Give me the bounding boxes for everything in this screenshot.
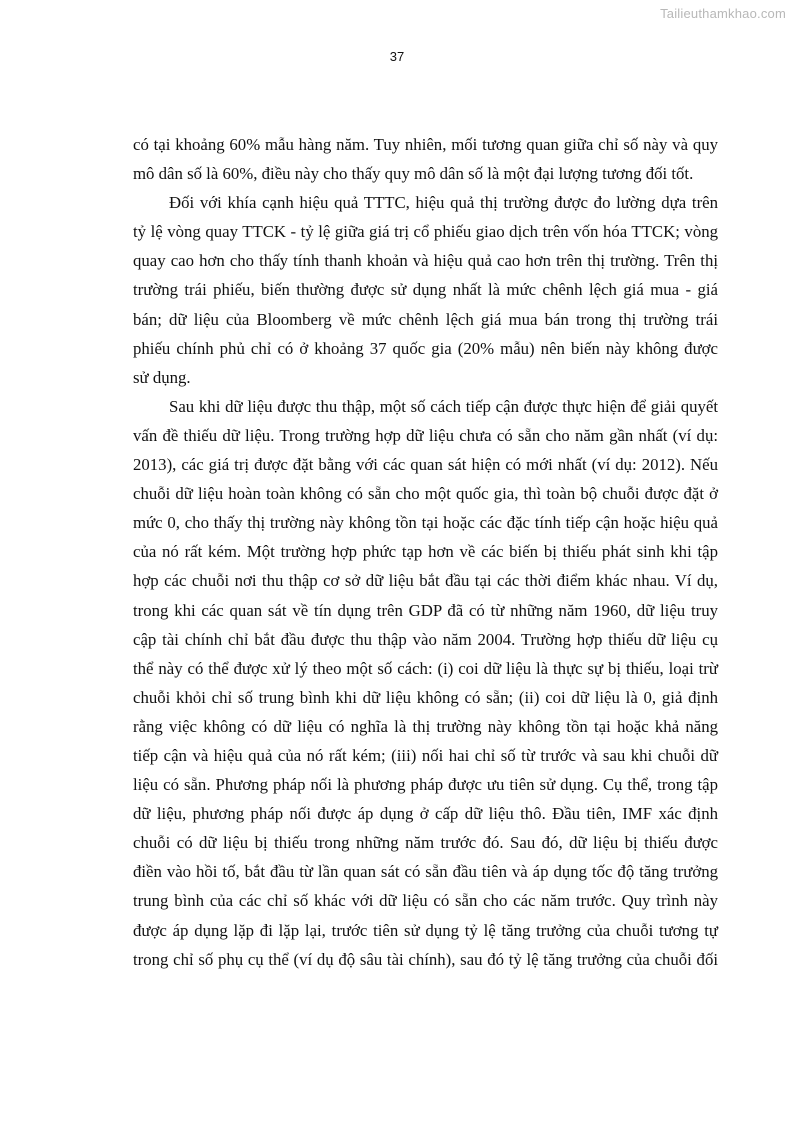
text-line: phiếu chính phủ chỉ có ở khoảng 37 quốc gia (20% mẫu) nên biến này không được xyxy=(133,338,718,358)
text-line: dữ liệu, phương pháp nối được áp dụng ở cấp dữ liệu thô. Đầu tiên, IMF xác định xyxy=(133,804,718,824)
text-line: cập tài chính chỉ bắt đầu được thu thập vào năm 2004. Trường hợp thiếu dữ liệu cụ xyxy=(133,629,718,649)
text-line: rằng việc không có dữ liệu có nghĩa là thị trường này không tồn tại hoặc khả năng xyxy=(133,716,718,736)
text-line: điền vào hồi tố, bắt đầu từ lần quan sát có sẵn đầu tiên và áp dụng tốc độ tăng trưởng xyxy=(133,862,718,882)
paragraph-3 xyxy=(133,392,718,974)
text-line: chuỗi có dữ liệu bị thiếu trong những năm trước đó. Sau đó, dữ liệu bị thiếu được xyxy=(133,833,718,853)
text-line: mô dân số là 60%, điều này cho thấy quy mô dân số là một đại lượng tương đối tốt. xyxy=(133,164,694,184)
page-number: 37 xyxy=(389,49,405,64)
text-line: vấn đề thiếu dữ liệu. Trong trường hợp dữ liệu chưa có sẵn cho năm gần nhất (ví dụ: xyxy=(133,425,718,445)
text-line: có tại khoảng 60% mẫu hàng năm. Tuy nhiên, mối tương quan giữa chỉ số này và quy xyxy=(133,135,718,154)
text-line: mức 0, cho thấy thị trường này không tồn tại hoặc các đặc tính tiếp cận hoặc hiệu quả xyxy=(133,513,718,533)
text-line: trong chỉ số phụ cụ thể (ví dụ độ sâu tài chính), sau đó tỷ lệ tăng trưởng của chuỗi đối xyxy=(133,949,718,969)
text-line: Đối với khía cạnh hiệu quả TTTC, hiệu quả thị trường được đo lường dựa trên xyxy=(169,193,718,213)
watermark: Tailieuthamkhao.com xyxy=(660,6,786,21)
text-line: được áp dụng lặp đi lặp lại, trước tiên sử dụng tỷ lệ tăng trưởng của chuỗi tương tự xyxy=(133,920,718,940)
text-line: hợp các chuỗi nơi thu thập cơ sở dữ liệu bắt đầu tại các thời điểm khác nhau. Ví dụ, xyxy=(133,571,718,591)
text-line: 2013), các giá trị được đặt bằng với các quan sát hiện có mới nhất (ví dụ: 2012). Nếu xyxy=(133,455,718,475)
text-line: chuỗi khỏi chỉ số trung bình khi dữ liệu không có sẵn; (ii) coi dữ liệu là 0, giả định xyxy=(133,687,718,707)
text-line: quay cao hơn cho thấy tính thanh khoản và hiệu quả cao hơn trên thị trường. Trên thị xyxy=(133,251,718,271)
text-line: Sau khi dữ liệu được thu thập, một số cách tiếp cận được thực hiện để giải quyết xyxy=(169,396,718,416)
text-line: trung bình của các chỉ số khác với dữ liệu có sẵn cho các năm trước. Quy trình này xyxy=(133,891,718,911)
text-line: thể này có thể được xử lý theo một số cách: (i) coi dữ liệu là thực sự bị thiếu, loại trừ xyxy=(133,658,718,678)
paragraph-1 xyxy=(133,130,718,188)
paragraph-2 xyxy=(133,188,718,392)
text-line: tiếp cận và hiệu quả của nó rất kém; (iii) nối hai chỉ số từ trước và sau khi chuỗi dữ xyxy=(133,745,718,765)
text-line: chuỗi dữ liệu hoàn toàn không có sẵn cho một quốc gia, thì toàn bộ chuỗi được đặt ở xyxy=(133,484,718,504)
text-line: tỷ lệ vòng quay TTCK - tỷ lệ giữa giá trị cổ phiếu giao dịch trên vốn hóa TTCK; vòng xyxy=(133,222,718,242)
text-line: của nó rất kém. Một trường hợp phức tạp hơn về các biến bị thiếu phát sinh khi tập xyxy=(133,542,718,562)
text-line: bán; dữ liệu của Bloomberg về mức chênh lệch giá mua bán trong thị trường trái xyxy=(133,309,718,329)
text-line: liệu có sẵn. Phương pháp nối là phương pháp được ưu tiên sử dụng. Cụ thể, trong tập xyxy=(133,775,718,795)
text-line: trong khi các quan sát về tín dụng trên GDP đã có từ những năm 1960, dữ liệu truy xyxy=(133,600,718,620)
text-line: trường trái phiếu, biến thường được sử dụng nhất là mức chênh lệch giá mua - giá xyxy=(133,280,718,300)
document-body xyxy=(133,130,718,974)
text-line: sử dụng. xyxy=(133,367,191,387)
